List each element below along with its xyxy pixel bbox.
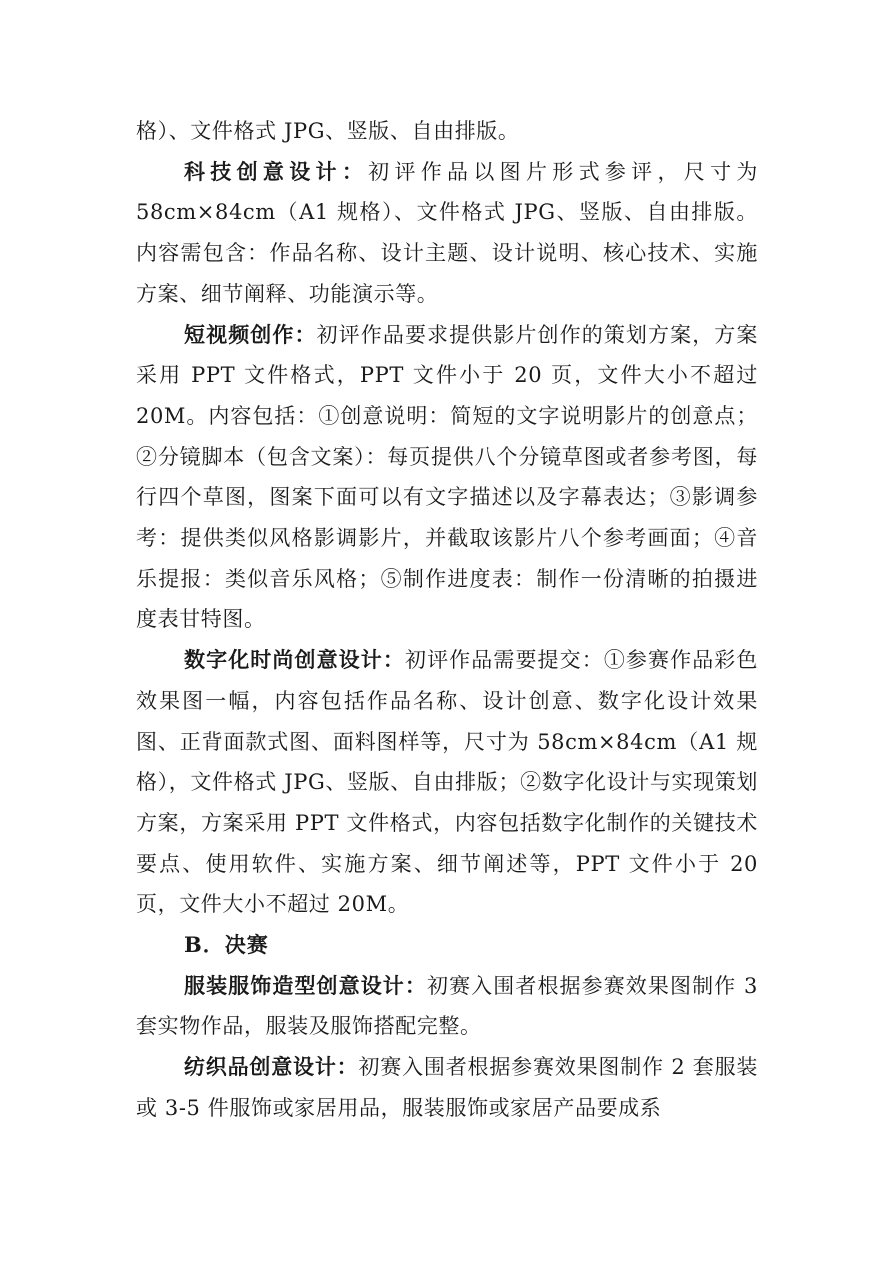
paragraph-body: 初评作品以图片形式参评，尺寸为 58cm×84cm（A1 规格）、文件格式 JPG、竖版、自由排版。内容需包含：作品名称、设计主题、设计说明、核心技术、实施方案、细节阐释、功能演示等。 xyxy=(136,159,759,306)
paragraph-textile-design xyxy=(136,1047,758,1128)
paragraph-body: 初赛入围者根据参赛效果图制作 2 套服装或 3-5 件服饰或家居用品，服装服饰或家居产品要成系 xyxy=(136,1055,758,1120)
paragraph-short-video xyxy=(136,315,758,641)
paragraph-continuation xyxy=(136,111,758,152)
document-page xyxy=(136,111,758,1129)
paragraph-heading: 数字化时尚创意设计： xyxy=(184,647,405,673)
paragraph-heading: 服装服饰造型创意设计： xyxy=(184,972,427,998)
paragraph-heading: 纺织品创意设计： xyxy=(184,1054,359,1080)
paragraph-heading: 科技创意设计： xyxy=(184,158,369,184)
paragraph-tech-design xyxy=(136,152,758,315)
paragraph-body: 格）、文件格式 JPG、竖版、自由排版。 xyxy=(136,119,520,143)
paragraph-body: 初评作品要求提供影片创作的策划方案，方案采用 PPT 文件格式，PPT 文件小于 20 页，文件大小不超过 20M。内容包括：①创意说明：简短的文字说明影片的创意点；②分镜脚本（包含文案）：每页提供八个分镜草图或者参考图，每行四个草图，图案下面可以有文字描述以及字幕表达；③影调参考：提供类似风格影调影片，并截取该影片八个参考画面；④音乐提报：类似音乐风格；⑤制作进度表：制作一份清晰的拍摄进度表甘特图。 xyxy=(136,322,758,632)
paragraph-body: 初评作品需要提交：①参赛作品彩色效果图一幅，内容包括作品名称、设计创意、数字化设计效果图、正背面款式图、面料图样等，尺寸为 58cm×84cm（A1 规格），文件格式 JPG、竖版、自由排版；②数字化设计与实现策划方案，方案采用 PPT 文件格式，内容包括数字化制作的关键技术要点、使用软件、实施方案、细节阐述等，PPT 文件小于 20 页，文件大小不超过 20M。 xyxy=(136,648,759,917)
paragraph-apparel-design xyxy=(136,966,758,1047)
paragraph-digital-fashion xyxy=(136,640,758,925)
paragraph-heading: 短视频创作： xyxy=(184,321,317,347)
paragraph-body: 初赛入围者根据参赛效果图制作 3 套实物作品，服装及服饰搭配完整。 xyxy=(136,973,758,1039)
section-title-final: B．决赛 xyxy=(184,932,269,958)
